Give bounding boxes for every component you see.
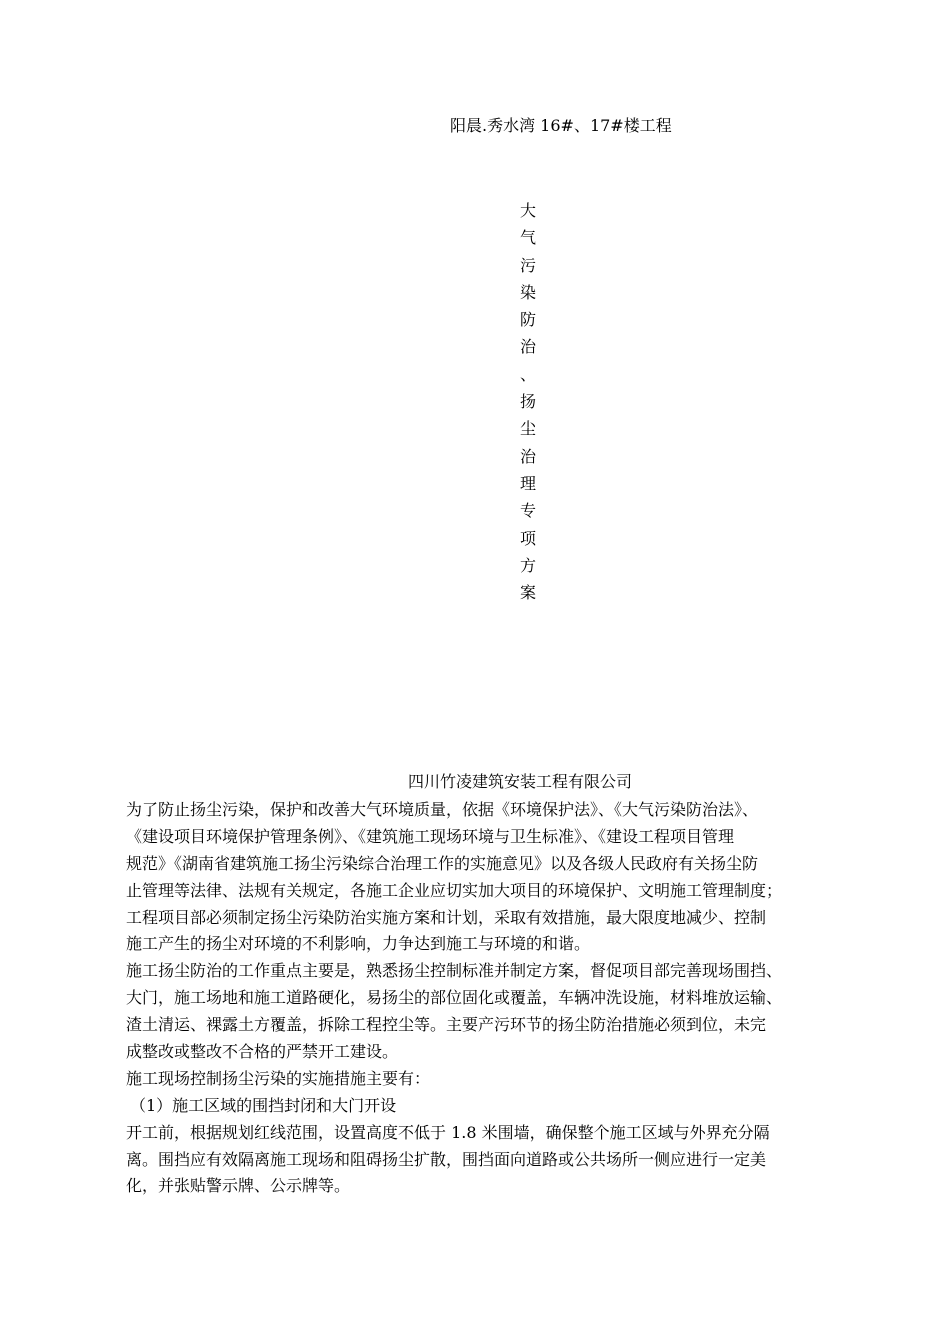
plan-title-char: 案 xyxy=(519,583,536,603)
body-line: 离。围挡应有效隔离施工现场和阻碍扬尘扩散，围挡面向道路或公共场所一侧应进行一定美 xyxy=(126,1149,767,1169)
plan-title-char: 污 xyxy=(519,255,536,275)
plan-title-char: 扬 xyxy=(519,392,536,412)
body-line: 施工扬尘防治的工作重点主要是，熟悉扬尘控制标准并制定方案，督促项目部完善现场围挡、 xyxy=(126,961,783,981)
body-line: 施工产生的扬尘对环境的不利影响，力争达到施工与环境的和谐。 xyxy=(126,934,591,954)
body-line: 施工现场控制扬尘污染的实施措施主要有： xyxy=(126,1068,431,1088)
plan-title-char: 、 xyxy=(519,364,536,384)
project-title: 阳晨.秀水湾 16#、17#楼工程 xyxy=(450,116,672,135)
body-text xyxy=(126,797,866,1200)
plan-title-char: 尘 xyxy=(519,419,536,439)
plan-title-vertical xyxy=(518,197,538,606)
plan-title-char: 项 xyxy=(519,528,536,548)
body-line: 大门，施工场地和施工道路硬化，易扬尘的部位固化或覆盖，车辆冲洗设施，材料堆放运输、 xyxy=(126,988,783,1008)
body-line: 规范》《湖南省建筑施工扬尘污染综合治理工作的实施意见》以及各级人民政府有关扬尘防 xyxy=(126,853,759,873)
plan-title-char: 防 xyxy=(519,310,536,330)
body-line: 为了防止扬尘污染，保护和改善大气环境质量，依据《环境保护法》、《大气污染防治法》、 xyxy=(126,800,759,819)
body-line: 《建设项目环境保护管理条例》、《建筑施工现场环境与卫生标准》、《建设工程项目管理 xyxy=(126,826,735,846)
body-line: 渣土清运、裸露土方覆盖，拆除工程控尘等。主要产污环节的扬尘防治措施必须到位，未完 xyxy=(126,1015,767,1035)
plan-title-char: 方 xyxy=(519,555,536,575)
body-line: 成整改或整改不合格的严禁开工建设。 xyxy=(126,1042,399,1062)
plan-title-char: 专 xyxy=(519,501,536,521)
body-line: 工程项目部必须制定扬尘污染防治实施方案和计划，采取有效措施，最大限度地减少、控制 xyxy=(126,907,767,927)
plan-title-char: 治 xyxy=(519,337,536,357)
plan-title-char: 染 xyxy=(519,282,536,302)
plan-title-char: 治 xyxy=(519,446,536,466)
body-line: 化，并张贴警示牌、公示牌等。 xyxy=(126,1176,351,1196)
company-name: 四川竹凌建筑安装工程有限公司 xyxy=(408,772,633,791)
body-line: 开工前，根据规划红线范围，设置高度不低于 1.8 米围墙，确保整个施工区域与外界充分隔 xyxy=(126,1122,770,1142)
body-line: 止管理等法律、法规有关规定，各施工企业应切实加大项目的环境保护、文明施工管理制度； xyxy=(126,880,783,900)
plan-title-char: 理 xyxy=(519,473,536,493)
body-line: （1）施工区域的围挡封闭和大门开设 xyxy=(130,1095,397,1115)
plan-title-char: 大 xyxy=(519,201,536,220)
plan-title-char: 气 xyxy=(519,228,536,248)
